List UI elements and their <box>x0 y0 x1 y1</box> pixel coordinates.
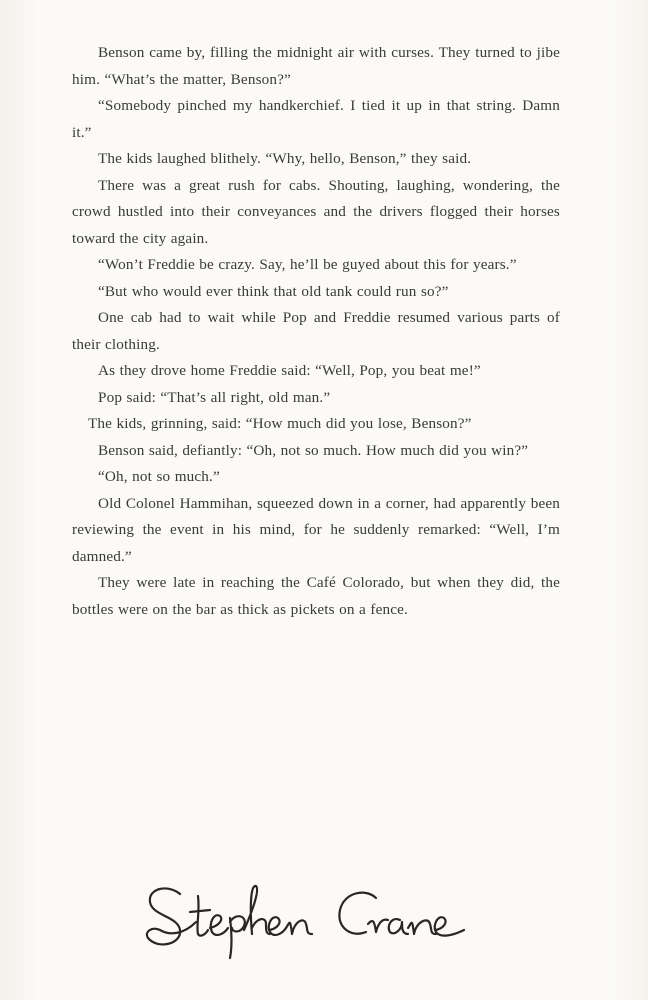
paragraph-handkerchief: “Somebody pinched my handkerchief. I tied it up in that string. Damn it.” <box>72 97 560 141</box>
paragraph-not-so-much: “Oh, not so much.” <box>98 468 220 485</box>
paragraph-benson-came-by: Benson came by, filling the midnight air with curses. They turned to jibe him. “What’s the matter, Benson?” <box>72 44 560 88</box>
handwritten-signature <box>140 872 520 962</box>
paragraph-pop-said: Pop said: “That’s all right, old man.” <box>98 388 331 406</box>
paragraph-drove-home: As they drove home Freddie said: “Well, Pop, you beat me!” <box>98 362 481 379</box>
paragraph-freddie-crazy: “Won’t Freddie be crazy. Say, he’ll be guyed about this for years.” <box>98 256 517 273</box>
paragraph-cab-wait: One cab had to wait while Pop and Freddie resumed various parts of their clothing. <box>72 309 560 353</box>
paragraph-benson-defiantly: Benson said, defiantly: “Oh, not so much. How much did you win?” <box>98 441 529 459</box>
paragraph-colonel-hammihan: Old Colonel Hammihan, squeezed down in a corner, had apparently been reviewing the event in his mind, for he suddenly remarked: “Well, I’m damned.” <box>72 494 560 565</box>
paragraph-cafe-colorado: They were late in reaching the Café Colorado, but when they did, the bottles were on the bar as thick as pickets on a fence. <box>72 574 560 618</box>
paragraph-rush-for-cabs: There was a great rush for cabs. Shouting, laughing, wondering, the crowd hustled into their conveyances and the drivers flogged their horses toward the city again. <box>72 176 560 247</box>
paragraph-kids-grinning: The kids, grinning, said: “How much did you lose, Benson?” <box>88 415 472 432</box>
body-text <box>72 40 560 623</box>
paragraph-old-tank: “But who would ever think that old tank could run so?” <box>98 282 449 300</box>
paragraph-kids-laughed: The kids laughed blithely. “Why, hello, Benson,” they said. <box>98 150 472 167</box>
